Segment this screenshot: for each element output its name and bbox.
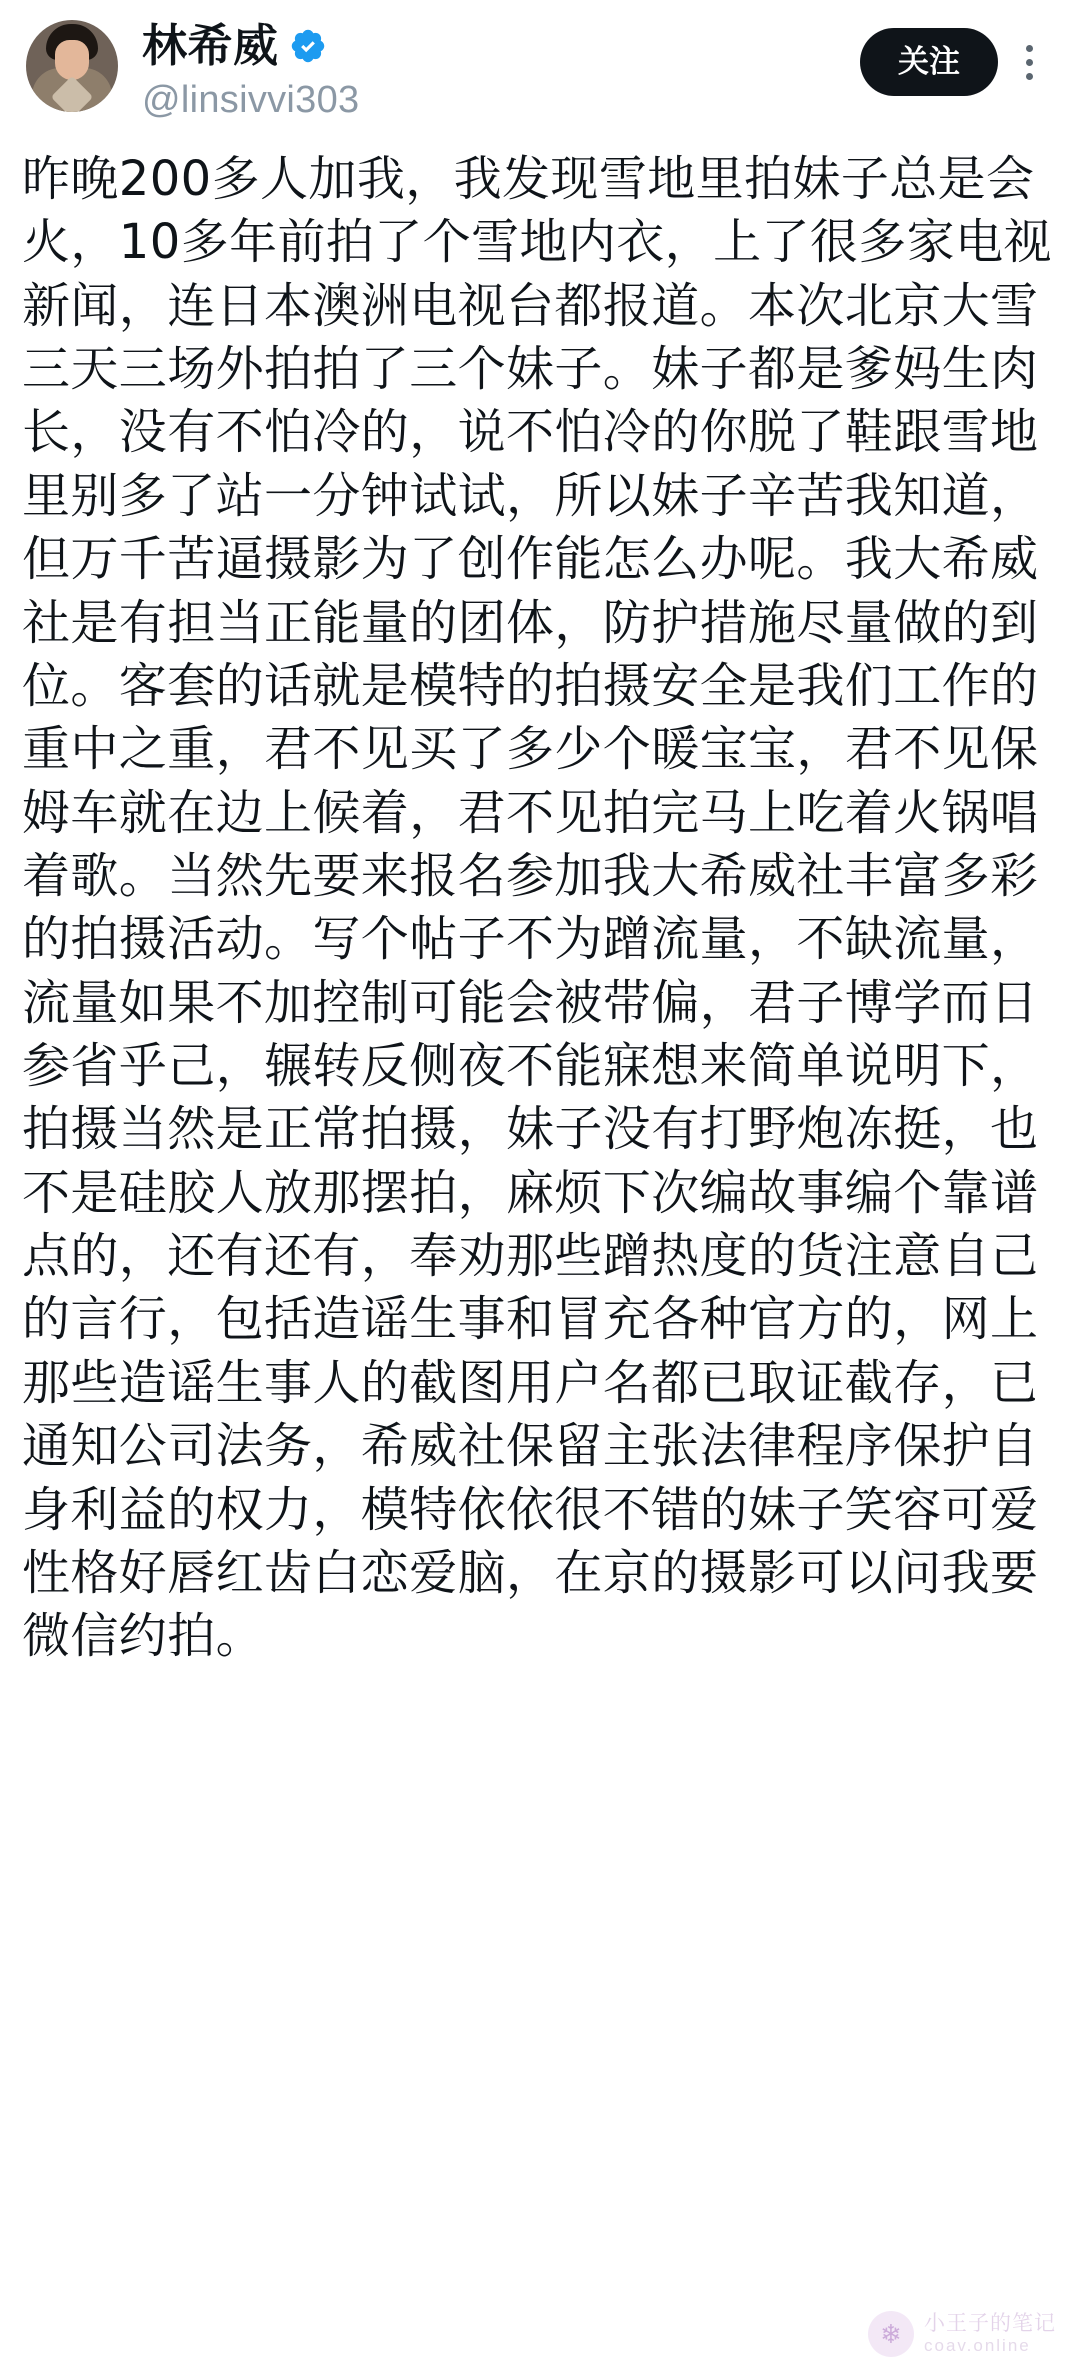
post-header [0, 0, 1080, 140]
lotus-logo-icon: ❄ [868, 2311, 914, 2357]
avatar-face-shape [55, 40, 89, 80]
verified-badge-icon [289, 27, 327, 65]
more-dot-3 [1026, 73, 1033, 80]
more-dot-1 [1026, 45, 1033, 52]
post-text: 昨晚200多人加我，我发现雪地里拍妹子总是会火，10多年前拍了个雪地内衣，上了很多家电视新闻，连日本澳洲电视台都报道。本次北京大雪三天三场外拍拍了三个妹子。妹子都是爹妈生肉长，没有不怕冷的，说不怕冷的你脱了鞋跟雪地里别多了站一分钟试试，所以妹子辛苦我知道，但万千苦逼摄影为了创作能怎么办呢。我大希威社是有担当正能量的团体，防护措施尽量做的到位。客套的话就是模特的拍摄安全是我们工作的重中之重，君不见买了多少个暖宝宝，君不见保姆车就在边上候着，君不见拍完马上吃着火锅唱着歌。当然先要来报名参加我大希威社丰富多彩的拍摄活动。写个帖子不为蹭流量，不缺流量，流量如果不加控制可能会被带偏，君子博学而日参省乎己，辗转反侧夜不能寐想来简单说明下，拍摄当然是正常拍摄，妹子没有打野炮冻挺，也不是硅胶人放那摆拍，麻烦下次编故事编个靠谱点的，还有还有，奉劝那些蹭热度的货注意自己的言行，包括造谣生事和冒充各种官方的，网上那些造谣生事人的截图用户名都已取证截存，已通知公司法务，希威社保留主张法律程序保护自身利益的权力，模特依依很不错的妹子笑容可爱性格好唇红齿白恋爱脑，在京的摄影可以问我要微信约拍。 [22, 151, 1052, 1665]
author-info [142, 18, 860, 125]
avatar[interactable] [26, 20, 118, 112]
watermark [868, 2311, 1056, 2357]
display-name-row [142, 20, 860, 72]
follow-button[interactable]: 关注 [860, 28, 998, 96]
watermark-subtitle: coav.online [924, 2336, 1031, 2356]
watermark-title: 小王子的笔记 [924, 2312, 1056, 2336]
author-handle: @linsivvi303 [142, 78, 360, 121]
author-display-name: 林希威 [142, 20, 279, 71]
more-dot-2 [1026, 59, 1033, 66]
more-vertical-icon[interactable] [1004, 28, 1054, 96]
watermark-text [924, 2312, 1056, 2356]
